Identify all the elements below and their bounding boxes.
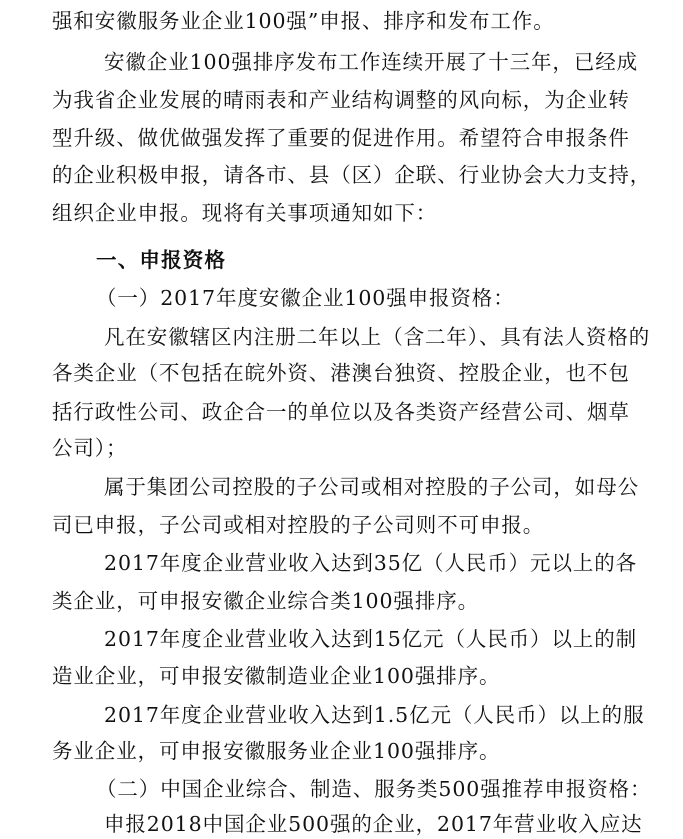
text-line: 强和安徽服务业企业100强”申报、排序和发布工作。: [52, 9, 555, 33]
text-line: 务业企业，可申报安徽服务业企业100强排序。: [52, 739, 501, 763]
subsection-heading: （二）中国企业综合、制造、服务类500强推荐申报资格：: [96, 777, 652, 801]
text-line: 型升级、做优做强发挥了重要的促进作用。希望符合申报条件: [52, 126, 630, 150]
text-line: 公司）；: [52, 436, 128, 460]
text-line: 类企业，可申报安徽企业综合类100强排序。: [52, 589, 480, 613]
paragraph-start: 2017年度企业营业收入达到35亿（人民币）元以上的各: [104, 551, 638, 575]
text-line: 的企业积极申报，请各市、县（区）企联、行业协会大力支持，: [52, 163, 652, 187]
text-line: 括行政性公司、政企合一的单位以及各类资产经营公司、烟草: [52, 400, 630, 424]
text-line: 司已申报，子公司或相对控股的子公司则不可申报。: [52, 513, 545, 537]
paragraph-start: 2017年度企业营业收入达到15亿元（人民币）以上的制: [104, 627, 638, 651]
paragraph-start: 属于集团公司控股的子公司或相对控股的子公司，如母公: [104, 475, 639, 499]
paragraph-start: 凡在安徽辖区内注册二年以上（含二年）、具有法人资格的: [104, 325, 651, 349]
text-line: 造业企业，可申报安徽制造业企业100强排序。: [52, 664, 501, 688]
paragraph-start: 申报2018中国企业500强的企业，2017年营业收入应达: [104, 812, 643, 836]
paragraph-start: 安徽企业100强排序发布工作连续开展了十三年，已经成: [104, 50, 639, 74]
text-line: 为我省企业发展的晴雨表和产业结构调整的风向标，为企业转: [52, 88, 630, 112]
section-heading: 一、申报资格: [96, 248, 227, 272]
paragraph-start: 2017年度企业营业收入达到1.5亿元（人民币）以上的服: [104, 703, 645, 727]
subsection-heading: （一）2017年度安徽企业100强申报资格：: [96, 286, 515, 310]
text-line: 各类企业（不包括在皖外资、港澳台独资、控股企业，也不包: [52, 361, 630, 385]
text-line: 组织企业申报。现将有关事项通知如下：: [52, 201, 438, 225]
